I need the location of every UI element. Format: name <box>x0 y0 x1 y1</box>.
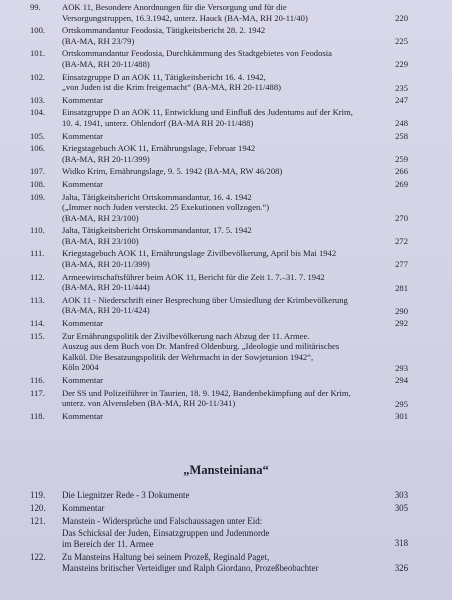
toc-entry <box>30 272 432 293</box>
toc-entry-number: 101. <box>30 48 46 59</box>
table-of-contents <box>30 2 432 423</box>
toc-page-number: 269 <box>395 178 408 189</box>
toc-entry-text: Widko Krim, Ernährungslage, 9. 5. 1942 (BA-MA, RW 46/208) <box>62 166 283 177</box>
toc-entry-text: Kommentar <box>62 318 104 329</box>
toc-entry-text: Kommentar <box>62 94 104 105</box>
toc-entry-text: Kriegstagebuch AOK 11, Ernährungslage, Februar 1942 <box>62 143 256 154</box>
toc-entry <box>30 95 432 106</box>
toc-entry-line <box>30 25 432 36</box>
toc-entry-line <box>30 118 432 129</box>
toc-entry-line <box>30 411 432 422</box>
toc-entry-text: Jalta, Tätigkeitsbericht Ortskommandantur, 16. 4. 1942 <box>62 191 252 202</box>
toc-entry-line <box>30 503 432 514</box>
toc-entry-number: 114. <box>30 318 45 329</box>
toc-entry <box>30 318 432 329</box>
toc-entry-line <box>30 318 432 329</box>
toc-entry-line <box>30 259 432 270</box>
toc-entry-line <box>30 236 432 247</box>
toc-entry-text: Ortskommandantur Feodosia, Tätigkeitsbericht 28. 2. 1942 <box>62 25 266 36</box>
toc-page-number: 277 <box>395 259 408 270</box>
toc-entry-text: Kommentar <box>62 130 104 141</box>
toc-entry-line <box>30 59 432 70</box>
toc-entry <box>30 225 432 246</box>
toc-entry-text: Zu Mansteins Haltung bei seinem Prozeß, Reginald Paget, <box>62 552 270 563</box>
toc-page-number: 235 <box>395 82 408 93</box>
toc-entry-text: Köln 2004 <box>62 362 99 373</box>
toc-page-number: 305 <box>394 503 408 514</box>
toc-entry-text: Ortskommandantur Feodosia, Durchkämmung des Stadtgebietes von Feodosia <box>62 48 332 59</box>
toc-entry-number: 109. <box>30 191 46 202</box>
toc-entry-line <box>30 48 432 59</box>
toc-entry-text: Jalta, Tätigkeitsbericht Ortskommandantur, 17. 5. 1942 <box>62 225 252 236</box>
toc-entry-text: Einsatzgruppe D an AOK 11, Entwicklung und Einfluß des Judentums auf der Krim, <box>62 107 353 118</box>
toc-entry-number: 99. <box>30 2 41 12</box>
toc-entry-line <box>30 143 432 154</box>
toc-entry-line <box>30 331 432 342</box>
toc-entry-text: (BA-MA, RH 20-11/444) <box>62 282 150 293</box>
toc-page-number: 326 <box>394 563 408 574</box>
toc-entry-text: 10. 4. 1941, unterz. Ohlendorf (BA-MA RH 20-11/488) <box>62 117 254 128</box>
toc-entry-line <box>30 179 432 190</box>
toc-entry-line <box>30 552 432 563</box>
toc-page-number: 294 <box>395 375 408 385</box>
toc-entry-text: (BA-MA, RH 23/100) <box>62 235 139 246</box>
toc-entry <box>30 2 432 23</box>
toc-page-number: 318 <box>394 538 408 549</box>
toc-entry-text: Einsatzgruppe D an AOK 11, Tätigkeitsbericht 16. 4. 1942, <box>62 71 266 82</box>
toc-entry-line <box>30 295 432 306</box>
toc-entry-line <box>30 248 432 259</box>
toc-entry-line <box>30 388 432 399</box>
toc-entry-line <box>30 192 432 203</box>
toc-entry-number: 102. <box>30 71 46 82</box>
toc-entry-text: Kalkül. Die Besatzungspolitik der Wehrmacht in der Sowjetunion 1942“, <box>62 351 314 362</box>
toc-entry-line <box>30 202 432 213</box>
toc-entry-text: (BA-MA, RH 20-11/399) <box>62 259 150 270</box>
toc-page-number: 266 <box>395 166 408 177</box>
toc-page-number: 292 <box>395 318 408 329</box>
toc-page-number: 270 <box>395 212 408 223</box>
toc-page-number: 290 <box>395 305 408 316</box>
toc-entry-line <box>30 166 432 177</box>
toc-entry-line <box>30 213 432 224</box>
toc-entry-number: 107. <box>30 166 46 177</box>
toc-entry-text: (BA-MA, RH 23/79) <box>62 35 135 46</box>
toc-page-number: 229 <box>395 59 408 70</box>
toc-page-number: 281 <box>395 282 408 293</box>
toc-entry <box>30 131 432 142</box>
toc-entry <box>30 166 432 177</box>
toc-entry-text: Manstein - Widersprüche und Falschaussagen unter Eid: <box>62 516 263 527</box>
toc-entry-text: (BA-MA, RH 20-11/488) <box>62 58 150 69</box>
toc-entry-line <box>30 272 432 283</box>
toc-entry-text: (BA-MA, RH 20-11/399) <box>62 153 150 164</box>
toc-entry <box>30 411 432 422</box>
toc-entry-text: Kommentar <box>62 503 105 514</box>
toc-entry-text: Kommentar <box>62 410 104 421</box>
toc-entry-text: Kriegstagebuch AOK 11, Ernährungslage Zivilbevölkerung, April bis Mai 1942 <box>62 248 337 259</box>
toc-page-number: 295 <box>395 398 408 409</box>
toc-entry-number: 112. <box>30 271 45 282</box>
toc-entry-number: 105. <box>30 130 46 141</box>
toc-entry-number: 113. <box>30 294 45 305</box>
toc-entry <box>30 516 432 550</box>
toc-entry-text: Auszug aus dem Buch von Dr. Manfred Oldenburg. „Ideologie und militärisches <box>62 341 340 352</box>
toc-entry-number: 120. <box>30 503 46 514</box>
toc-entry-line <box>30 131 432 142</box>
toc-entry-number: 106. <box>30 143 46 154</box>
toc-entry-line <box>30 225 432 236</box>
toc-entry-number: 117. <box>30 387 45 398</box>
toc-page-number: 293 <box>395 362 408 373</box>
toc-page-number: 258 <box>395 130 408 141</box>
toc-page-number: 220 <box>395 13 408 23</box>
toc-entry-text: Versorgungstruppen, 16.3.1942, unterz. Hauck (BA-MA, RH 20-11/40) <box>62 12 308 23</box>
toc-entry-line <box>30 341 432 352</box>
toc-page-number: 303 <box>394 490 408 500</box>
toc-entry <box>30 179 432 190</box>
toc-entry <box>30 331 432 373</box>
toc-entry-text: AOK 11, Besondere Anordnungen für die Versorgung und für die <box>62 2 287 12</box>
toc-entry <box>30 192 432 224</box>
toc-entry-number: 104. <box>30 107 46 118</box>
toc-entry-line <box>30 528 432 539</box>
toc-entry-number: 108. <box>30 178 46 189</box>
toc-entry-number: 121. <box>30 516 46 527</box>
toc-entry-line <box>30 516 432 527</box>
toc-entry-line <box>30 36 432 47</box>
toc-entry-text: („Immer noch Juden versteckt. 25 Exekutionen vollzogen.“) <box>62 202 270 213</box>
toc-entry-line <box>30 563 432 574</box>
toc-entry-line <box>30 72 432 83</box>
toc-entry-line <box>30 362 432 373</box>
toc-page-number: 225 <box>395 36 408 47</box>
table-of-contents-continued <box>30 490 432 576</box>
toc-entry-number: 115. <box>30 330 45 341</box>
toc-entry-line <box>30 539 432 550</box>
toc-entry-line <box>30 375 432 386</box>
toc-entry-text: Zur Ernährungspolitik der Zivilbevölkerung nach Abzug der 11. Armee. <box>62 330 310 341</box>
toc-entry <box>30 248 432 269</box>
toc-entry-text: Das Schicksal der Juden, Einsatzgruppen und Judenmorde <box>62 527 270 538</box>
toc-entry <box>30 25 432 46</box>
toc-entry <box>30 143 432 164</box>
toc-entry-line <box>30 107 432 118</box>
toc-entry-text: (BA-MA, RH 20-11/424) <box>62 305 150 316</box>
toc-entry-text: „von Juden ist die Krim freigemacht“ (BA-MA, RH 20-11/488) <box>62 82 282 93</box>
toc-page-number: 301 <box>395 410 408 421</box>
toc-entry-line <box>30 305 432 316</box>
toc-entry-line <box>30 398 432 409</box>
toc-entry-text: (BA-MA, RH 23/100) <box>62 212 139 223</box>
toc-entry <box>30 72 432 93</box>
toc-entry <box>30 490 432 501</box>
toc-entry-line <box>30 82 432 93</box>
toc-entry-line <box>30 282 432 293</box>
toc-entry-number: 100. <box>30 25 46 36</box>
toc-entry <box>30 48 432 69</box>
toc-page-number: 247 <box>395 94 408 105</box>
toc-page-number: 272 <box>395 236 408 247</box>
toc-entry-line <box>30 490 432 501</box>
toc-entry <box>30 388 432 409</box>
toc-entry <box>30 552 432 574</box>
toc-entry-text: Der SS und Polizeiführer in Taurien, 18. 9. 1942, Bandenbekämpfung auf der Krim, <box>62 387 351 398</box>
toc-entry-number: 118. <box>30 410 45 421</box>
toc-entry-text: Kommentar <box>62 178 104 189</box>
toc-entry-line <box>30 352 432 363</box>
toc-entry-text: Kommentar <box>62 375 104 385</box>
toc-entry-number: 111. <box>30 248 45 259</box>
toc-entry <box>30 295 432 316</box>
toc-entry-text: unterz. von Alvensleben (BA-MA, RH 20-11/341) <box>62 398 236 409</box>
toc-entry-number: 103. <box>30 94 46 105</box>
toc-entry-text: im Bereich der 11. Armee <box>62 538 154 549</box>
toc-entry-line <box>30 154 432 165</box>
toc-entry <box>30 503 432 514</box>
toc-page-number: 259 <box>395 154 408 165</box>
toc-entry-line <box>30 95 432 106</box>
toc-entry-number: 119. <box>30 490 46 500</box>
toc-entry-number: 116. <box>30 375 45 385</box>
toc-entry-text: Mansteins britischer Verteidiger und Ralph Giordano, Prozeßbeobachter <box>62 563 319 574</box>
toc-entry <box>30 107 432 128</box>
toc-page-number: 248 <box>395 118 408 129</box>
toc-entry-text: Die Liegnitzer Rede - 3 Dokumente <box>62 490 190 500</box>
toc-entry-text: AOK 11 - Niederschrift einer Besprechung über Umsiedlung der Krimbevölkerung <box>62 294 348 305</box>
toc-entry-number: 122. <box>30 552 46 563</box>
toc-entry-text: Armeewirtschaftsführer beim AOK 11, Bericht für die Zeit 1. 7.–31. 7. 1942 <box>62 271 325 282</box>
toc-entry-number: 110. <box>30 225 45 236</box>
toc-entry-line <box>30 13 432 24</box>
section-heading: „Mansteiniana“ <box>183 463 269 477</box>
toc-entry <box>30 375 432 386</box>
toc-entry-line <box>30 2 432 13</box>
